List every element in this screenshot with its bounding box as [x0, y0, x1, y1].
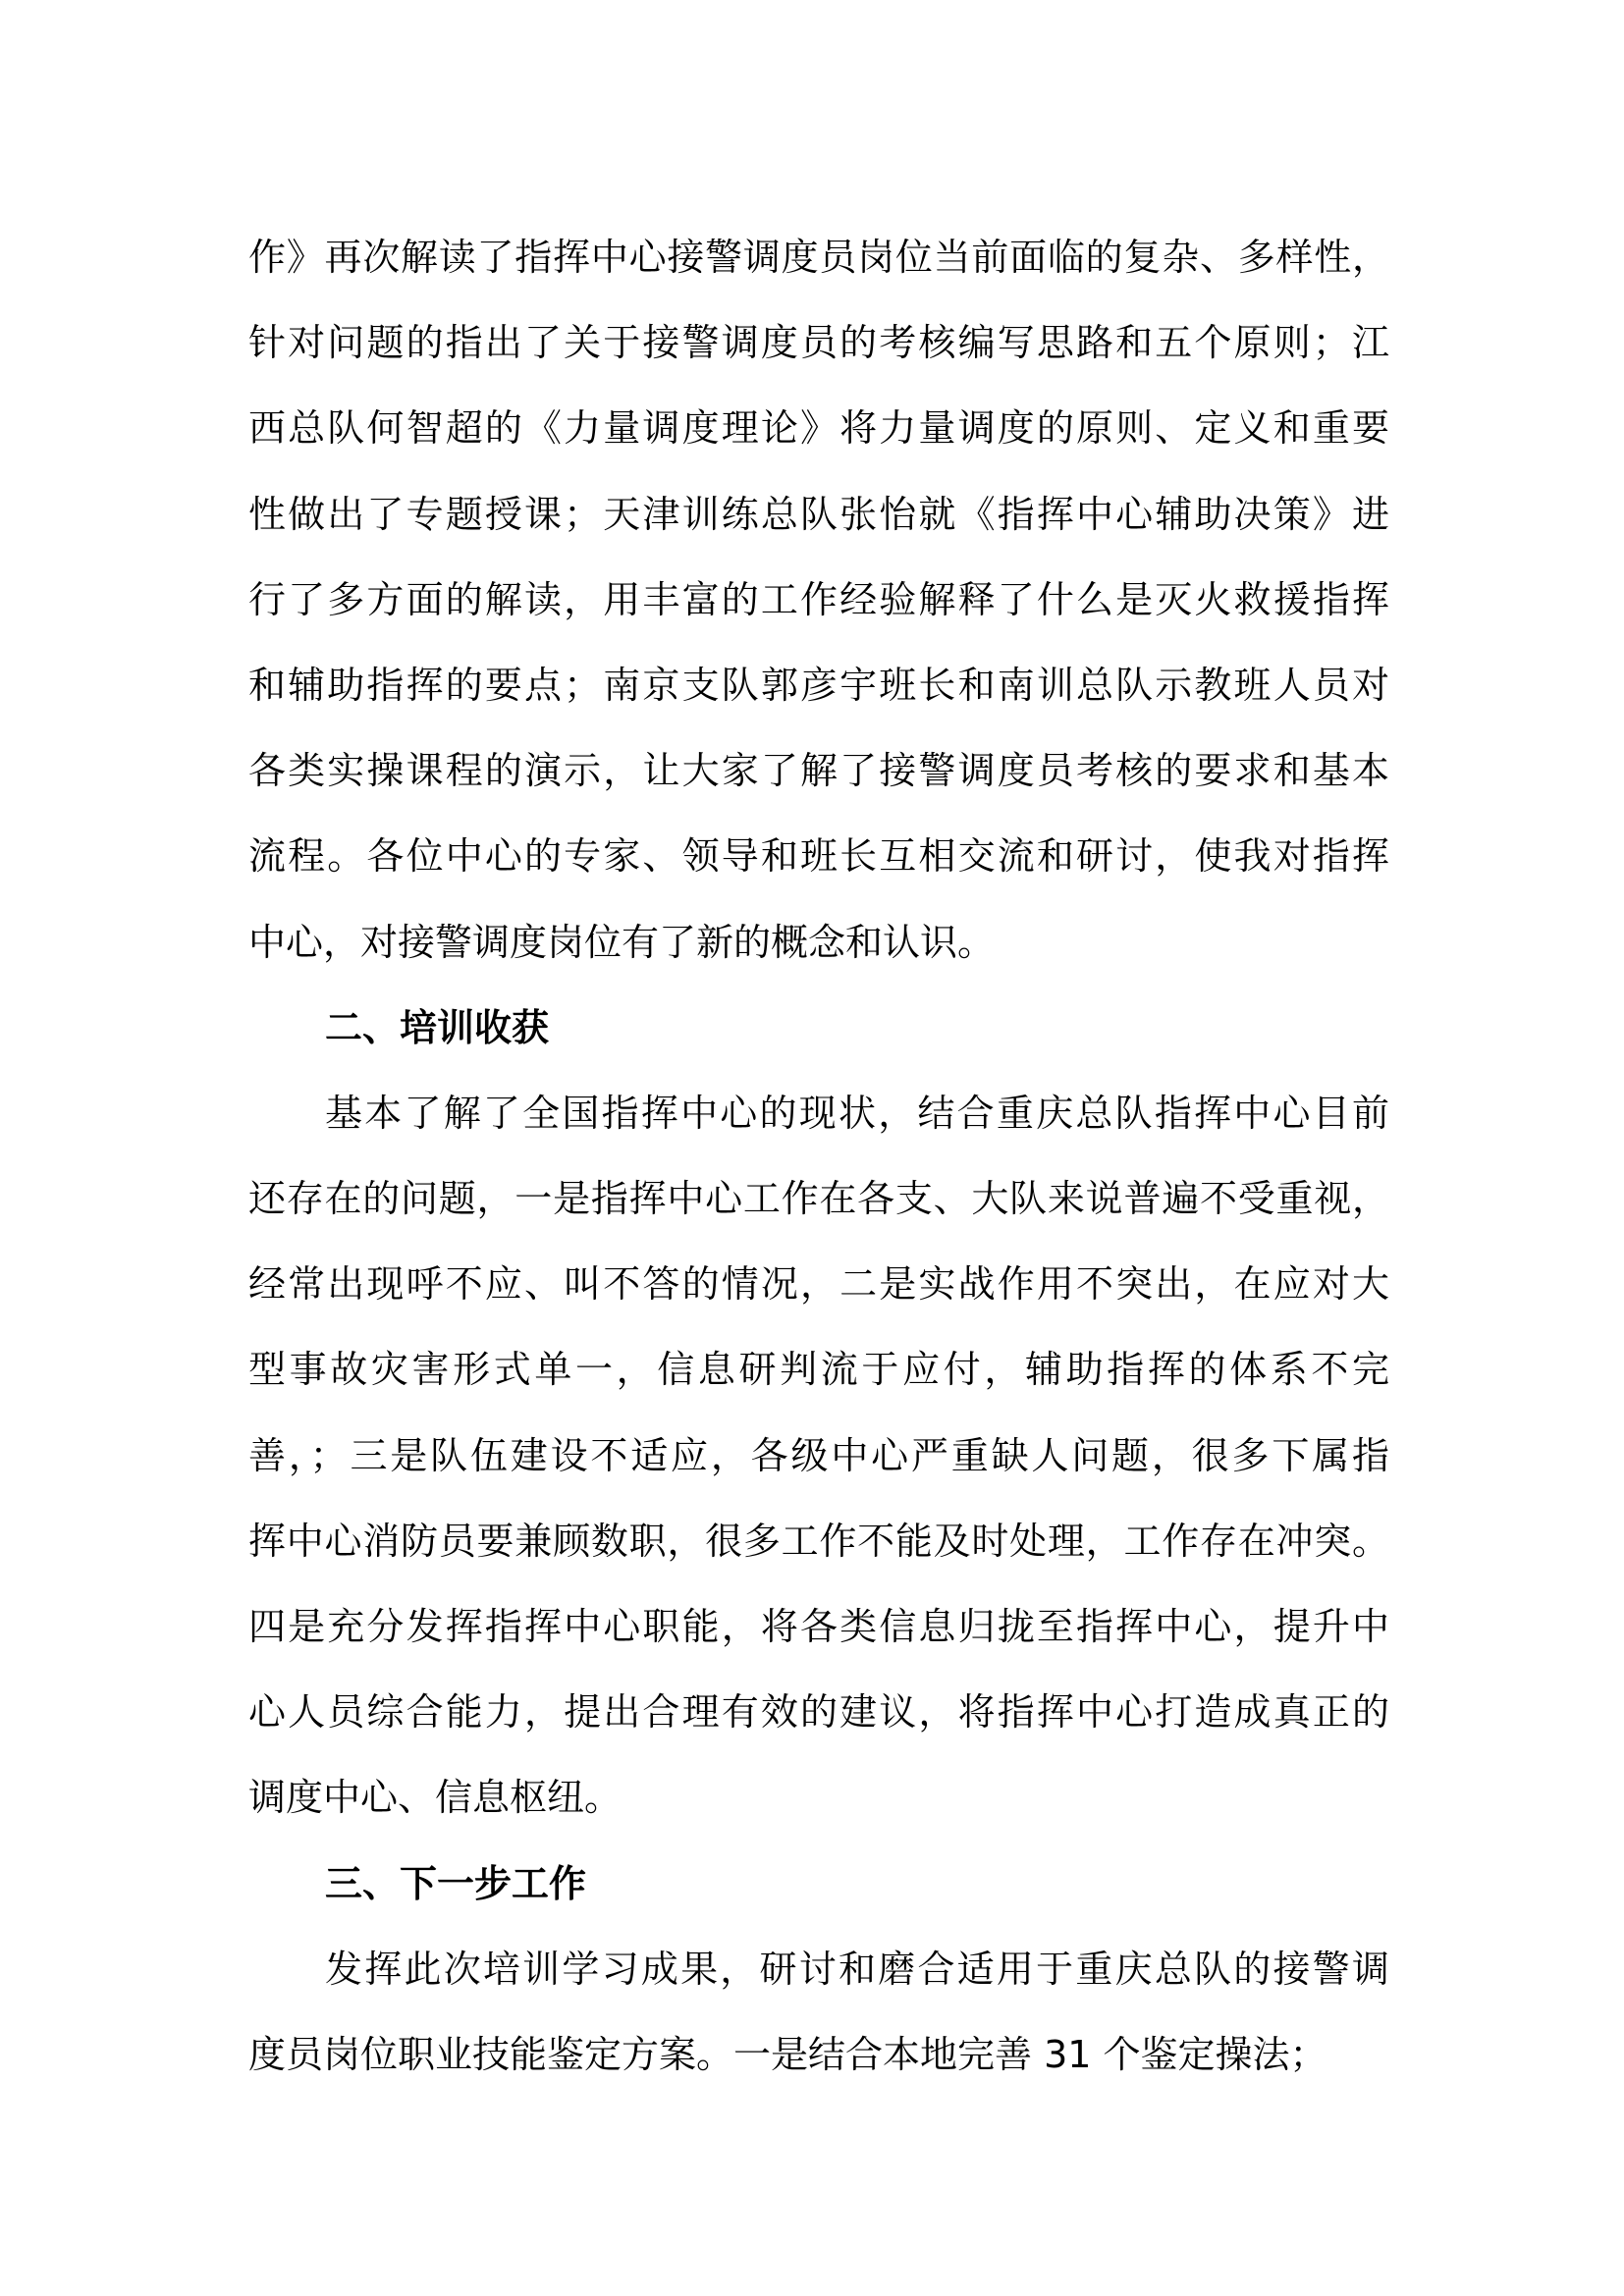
text-line: 基本了解了全国指挥中心的现状，结合重庆总队指挥中心目前 [325, 1091, 1389, 1135]
text-line: 流程。各位中心的专家、领导和班长互相交流和研讨，使我对指挥 [248, 834, 1389, 879]
text-line: 中心，对接警调度岗位有了新的概念和认识。 [248, 920, 996, 964]
text-line: 西总队何智超的《力量调度理论》将力量调度的原则、定义和重要 [248, 406, 1389, 451]
text-line: 和辅助指挥的要点；南京支队郭彦宇班长和南训总队示教班人员对 [248, 663, 1389, 707]
text-line: 发挥此次培训学习成果，研讨和磨合适用于重庆总队的接警调 [325, 1947, 1389, 1991]
text-line: 行了多方面的解读，用丰富的工作经验解释了什么是灭火救援指挥 [248, 577, 1389, 621]
text-line: 还存在的问题，一是指挥中心工作在各支、大队来说普遍不受重视， [248, 1177, 1389, 1221]
text-line: 作》再次解读了指挥中心接警调度员岗位当前面临的复杂、多样性， [248, 236, 1389, 279]
text-line: 针对问题的指出了关于接警调度员的考核编写思路和五个原则；江 [248, 321, 1389, 365]
paragraph-3 [248, 1927, 1389, 2098]
section-heading-training-gains: 二、培训收获 [325, 1005, 550, 1049]
text-line: 心人员综合能力，提出合理有效的建议，将指挥中心打造成真正的 [248, 1690, 1389, 1735]
paragraph-2 [248, 1071, 1389, 1842]
text-line: 善，；三是队伍建设不适应，各级中心严重缺人问题，很多下属指 [248, 1433, 1389, 1477]
text-line: 四是充分发挥指挥中心职能，将各类信息归拢至指挥中心，提升中 [248, 1605, 1389, 1648]
text-line: 性做出了专题授课；天津训练总队张怡就《指挥中心辅助决策》进 [248, 492, 1389, 536]
text-line: 挥中心消防员要兼顾数职，很多工作不能及时处理，工作存在冲突。 [248, 1519, 1389, 1563]
text-line: 经常出现呼不应、叫不答的情况，二是实战作用不突出，在应对大 [248, 1262, 1389, 1307]
text-line: 度员岗位职业技能鉴定方案。一是结合本地完善 31 个鉴定操法； [248, 2032, 1327, 2076]
paragraph-1 [248, 215, 1389, 986]
text-line: 各类实操课程的演示，让大家了解了接警调度员考核的要求和基本 [248, 749, 1389, 793]
text-line: 型事故灾害形式单一，信息研判流于应付，辅助指挥的体系不完 [248, 1348, 1389, 1392]
text-line: 调度中心、信息枢纽。 [248, 1776, 623, 1820]
document-page [248, 215, 1389, 2098]
section-heading-next-steps: 三、下一步工作 [325, 1861, 587, 1905]
